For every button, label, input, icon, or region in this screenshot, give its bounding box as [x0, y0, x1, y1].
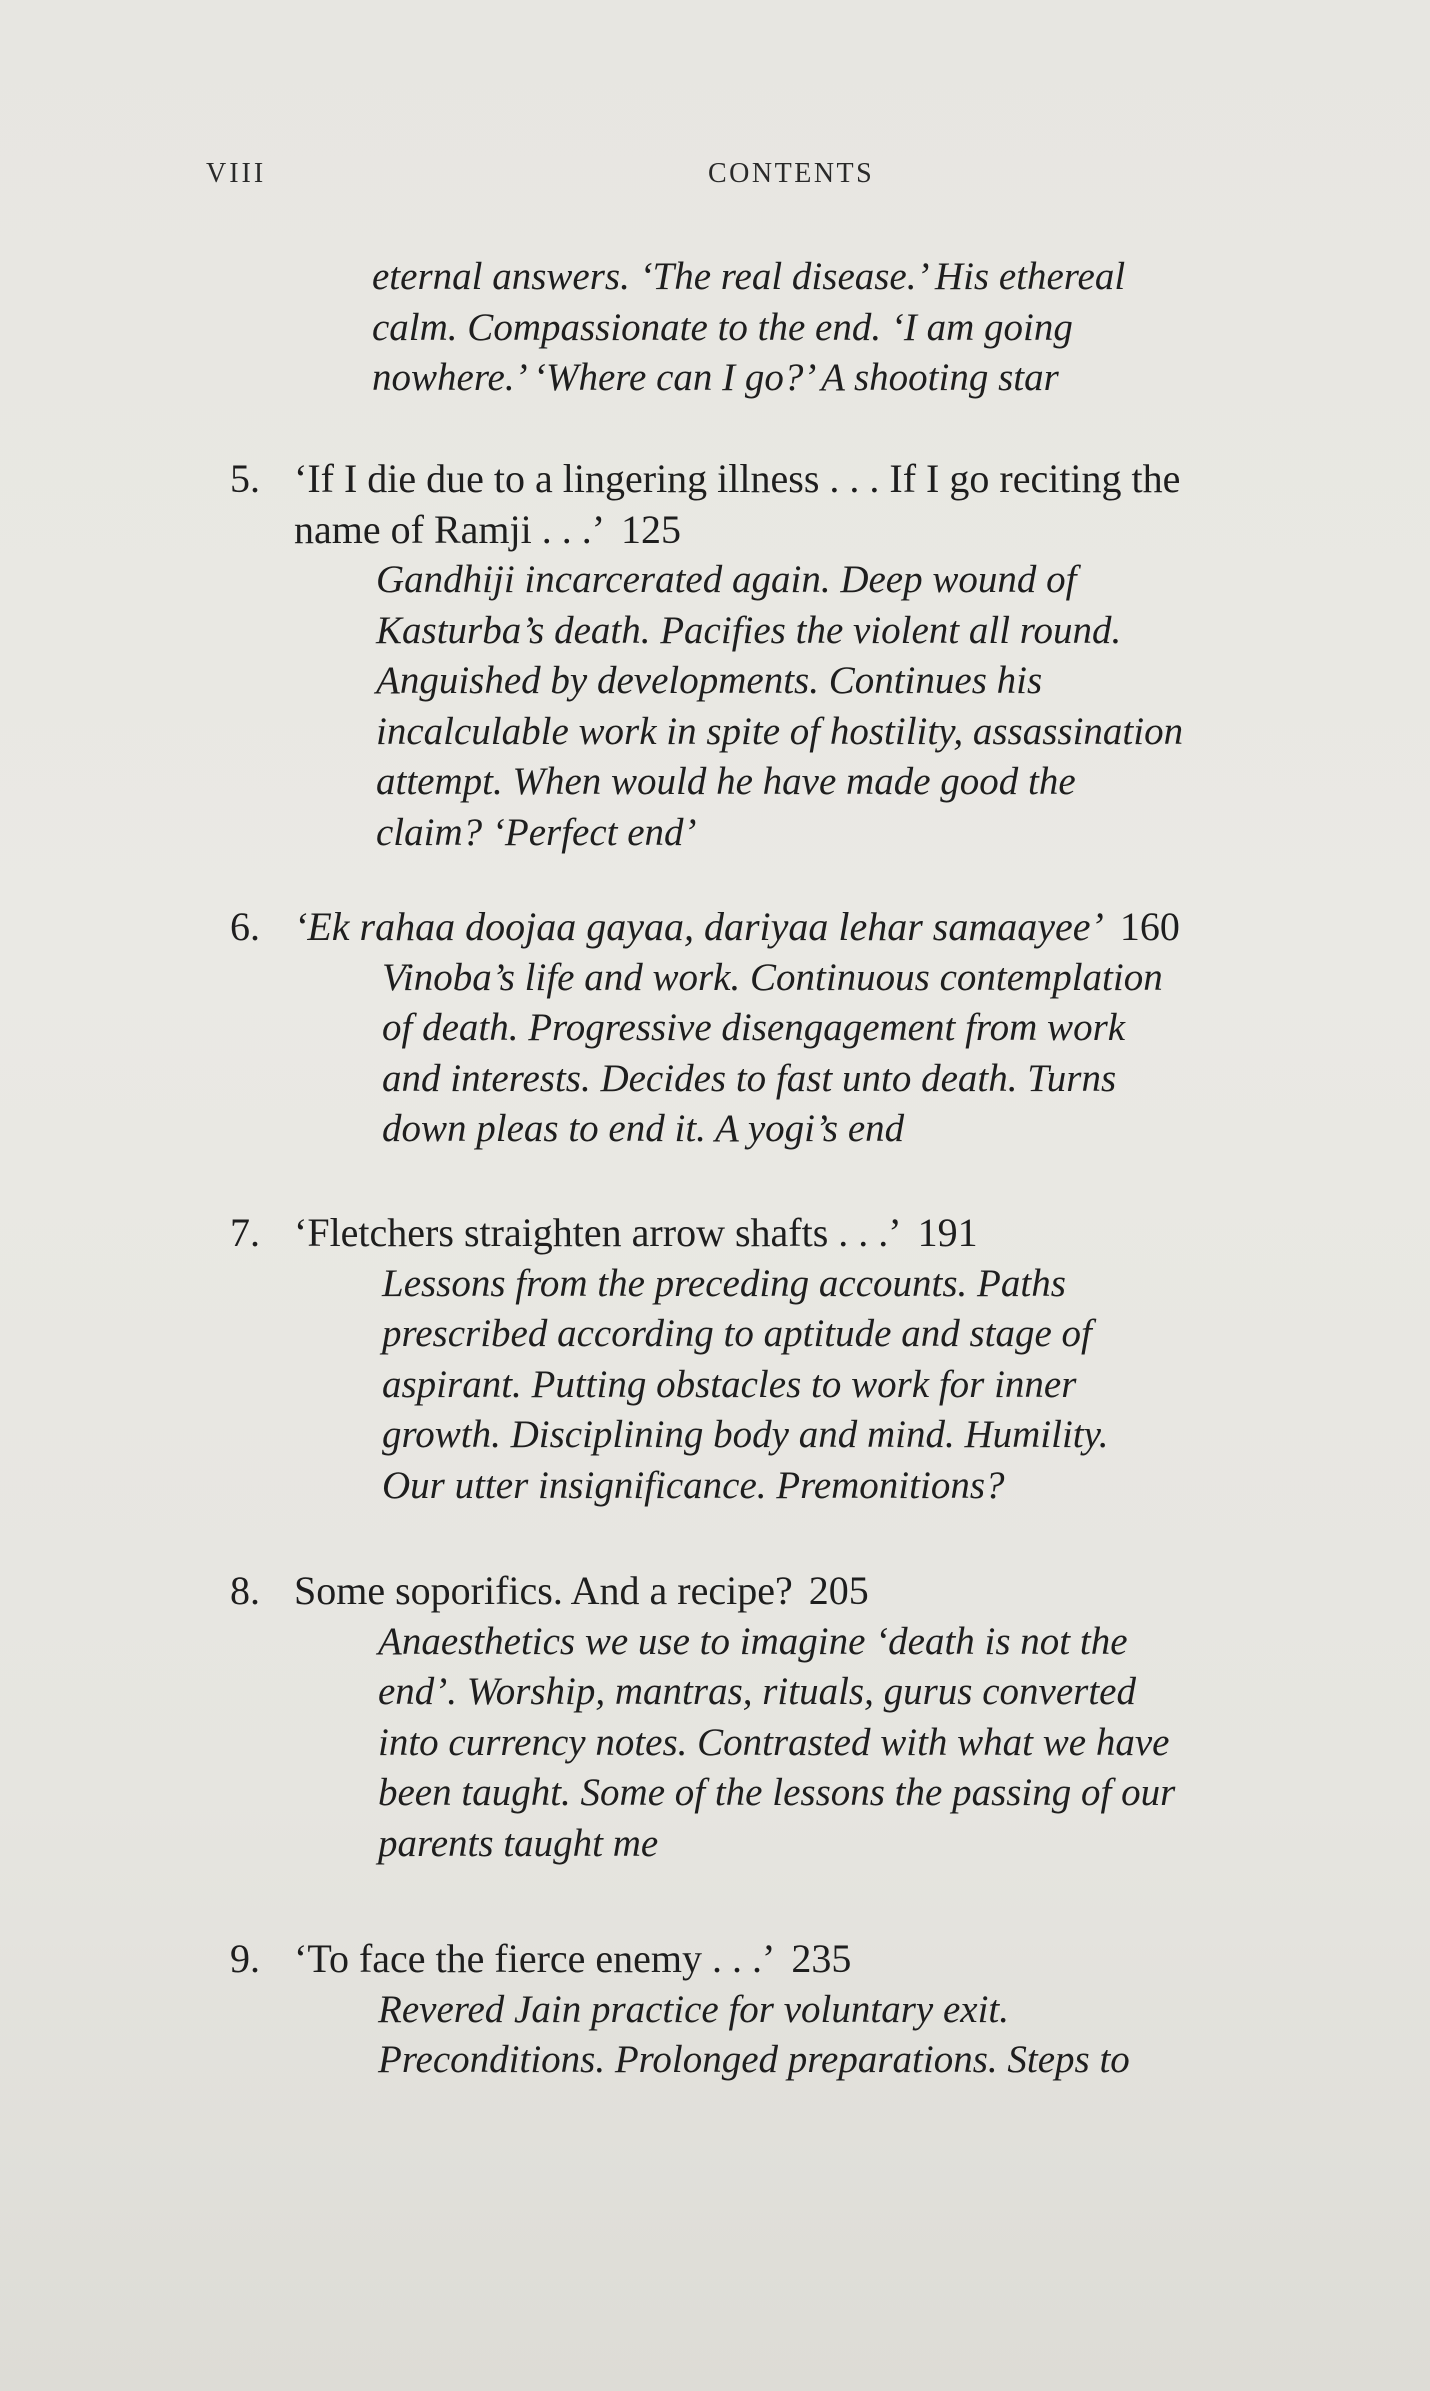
entry-title-line: name of Ramji . . .’: [294, 506, 606, 552]
continued-description: [372, 252, 1125, 404]
running-head: CONTENTS: [708, 158, 875, 189]
description-line: Lessons from the preceding accounts. Paths: [382, 1261, 1066, 1305]
description-line: aspirant. Putting obstacles to work for inner: [382, 1362, 1077, 1406]
entry-number: 9.: [230, 1936, 260, 1981]
entry-title-line: ‘If I die due to a lingering illness . . . If I go reciting the: [294, 456, 1181, 501]
description-line: nowhere.’ ‘Where can I go?’ A shooting star: [372, 356, 1059, 399]
description-line: down pleas to end it. A yogi’s end: [382, 1107, 905, 1150]
entry-description: [230, 555, 1370, 858]
entry-description: [230, 953, 1370, 1155]
description-line: Kasturba’s death. Pacifies the violent all round.: [376, 608, 1122, 652]
toc-entry-7[interactable]: [230, 1208, 1370, 1511]
description-line: calm. Compassionate to the end. ‘I am going: [372, 305, 1073, 349]
entry-heading: [230, 1566, 1370, 1617]
description-line: Anguished by developments. Continues his: [376, 659, 1043, 702]
entry-number: 7.: [230, 1210, 260, 1255]
entry-description: [230, 1985, 1370, 2086]
entry-title-line: ‘To face the fierce enemy . . .’: [294, 1936, 776, 1981]
toc-entry-8[interactable]: [230, 1566, 1370, 1869]
entry-heading: [230, 902, 1370, 953]
description-line: of death. Progressive disengagement from work: [382, 1006, 1126, 1049]
entry-number: 6.: [230, 904, 260, 949]
entry-page-number: 191: [917, 1210, 978, 1255]
description-line: claim? ‘Perfect end’: [376, 810, 697, 854]
entry-number: 5.: [230, 456, 260, 501]
description-line: been taught. Some of the lessons the passing of our: [378, 1771, 1176, 1814]
description-line: Anaesthetics we use to imagine ‘death is not the: [378, 1619, 1128, 1663]
entry-page-number: 125: [621, 506, 682, 552]
description-line: Gandhiji incarcerated again. Deep wound of: [376, 558, 1077, 601]
entry-description: [230, 1617, 1370, 1870]
description-line: and interests. Decides to fast unto death. Turns: [382, 1056, 1117, 1100]
description-line: parents taught me: [378, 1821, 659, 1865]
entry-page-number: 160: [1119, 904, 1180, 949]
entry-page-number: 235: [791, 1936, 852, 1981]
description-line: Preconditions. Prolonged preparations. Steps to: [378, 2038, 1130, 2081]
page-number: VIII: [206, 158, 267, 189]
description-line: Our utter insignificance. Premonitions?: [382, 1463, 1005, 1507]
toc-entry-6[interactable]: [230, 902, 1370, 1155]
description-line: into currency notes. Contrasted with what we have: [378, 1720, 1170, 1764]
description-line: eternal answers. ‘The real disease.’ His ethereal: [372, 255, 1126, 298]
toc-entry-9[interactable]: [230, 1934, 1370, 2086]
entry-title-line: ‘Ek rahaa doojaa gayaa, dariyaa lehar samaayee’: [294, 904, 1104, 949]
description-line: Vinoba’s life and work. Continuous contemplation: [382, 955, 1163, 999]
entry-page-number: 205: [808, 1568, 869, 1613]
toc-entry-5[interactable]: [230, 454, 1370, 858]
entry-heading: [230, 1934, 1370, 1985]
entry-heading: [230, 454, 1370, 555]
entry-number: 8.: [230, 1568, 260, 1613]
description-line: Revered Jain practice for voluntary exit.: [378, 1987, 1009, 2031]
description-line: incalculable work in spite of hostility, assassination: [376, 709, 1184, 753]
entry-title-line: Some soporifics. And a recipe?: [294, 1568, 793, 1613]
description-line: attempt. When would he have made good the: [376, 760, 1076, 803]
description-line: prescribed according to aptitude and stage of: [382, 1312, 1092, 1355]
description-line: end’. Worship, mantras, rituals, gurus converted: [378, 1670, 1136, 1713]
description-line: growth. Disciplining body and mind. Humility.: [382, 1413, 1109, 1456]
entry-title-line: ‘Fletchers straighten arrow shafts . . .’: [294, 1210, 902, 1255]
entry-heading: [230, 1208, 1370, 1259]
entry-description: [230, 1259, 1370, 1512]
